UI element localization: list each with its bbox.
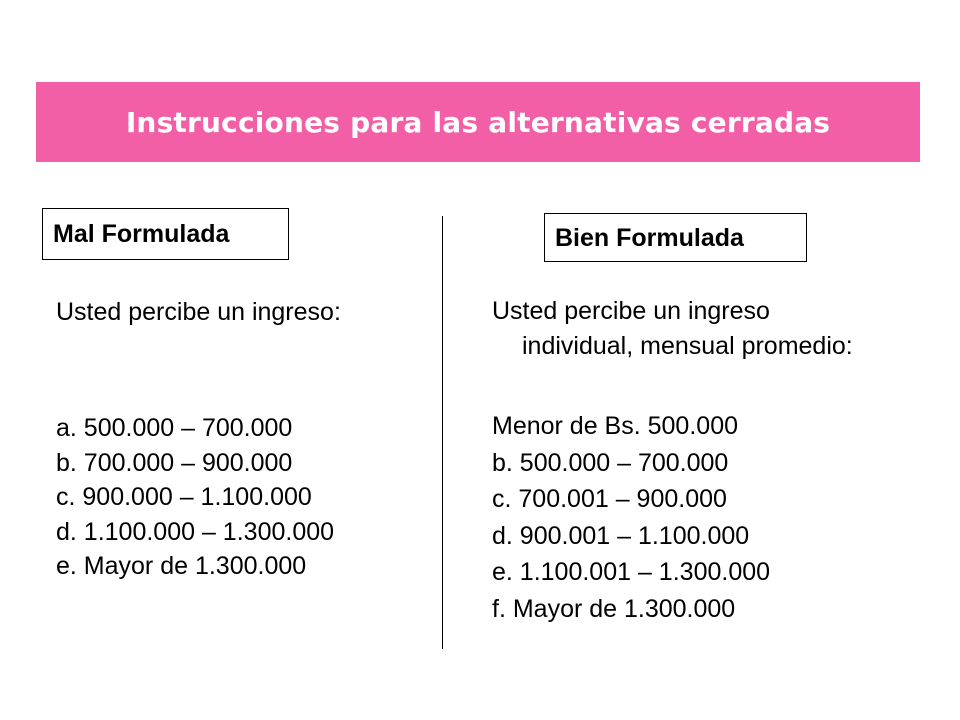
good-option-1: Menor de Bs. 500.000 xyxy=(492,412,738,440)
good-option-b: b. 500.000 – 700.000 xyxy=(492,448,729,477)
good-question-line2: individual, mensual promedio: xyxy=(522,332,853,360)
bad-option-d: d. 1.100.000 – 1.300.000 xyxy=(56,517,335,546)
good-question-text xyxy=(492,294,853,364)
good-question-line1: Usted percibe un ingreso xyxy=(492,297,770,325)
bad-option-b: b. 700.000 – 900.000 xyxy=(56,448,293,477)
bad-question-text: Usted percibe un ingreso: xyxy=(56,298,341,326)
bad-options-list xyxy=(56,411,334,584)
good-option-c: c. 700.001 – 900.000 xyxy=(492,485,727,513)
bad-option-a: a. 500.000 – 700.000 xyxy=(56,414,293,442)
column-divider xyxy=(442,216,443,649)
good-options-list xyxy=(492,408,770,627)
good-option-d: d. 900.001 – 1.100.000 xyxy=(492,521,750,550)
bad-formulation-label: Mal Formulada xyxy=(42,208,289,260)
bad-option-c: c. 900.000 – 1.100.000 xyxy=(56,483,312,511)
title-banner xyxy=(36,82,920,162)
page-title: Instrucciones para las alternativas cerradas xyxy=(125,105,831,139)
good-option-f: f. Mayor de 1.300.000 xyxy=(492,594,736,623)
bad-option-e: e. Mayor de 1.300.000 xyxy=(56,552,307,580)
good-option-e: e. 1.100.001 – 1.300.000 xyxy=(492,558,771,586)
good-formulation-label: Bien Formulada xyxy=(544,213,807,262)
